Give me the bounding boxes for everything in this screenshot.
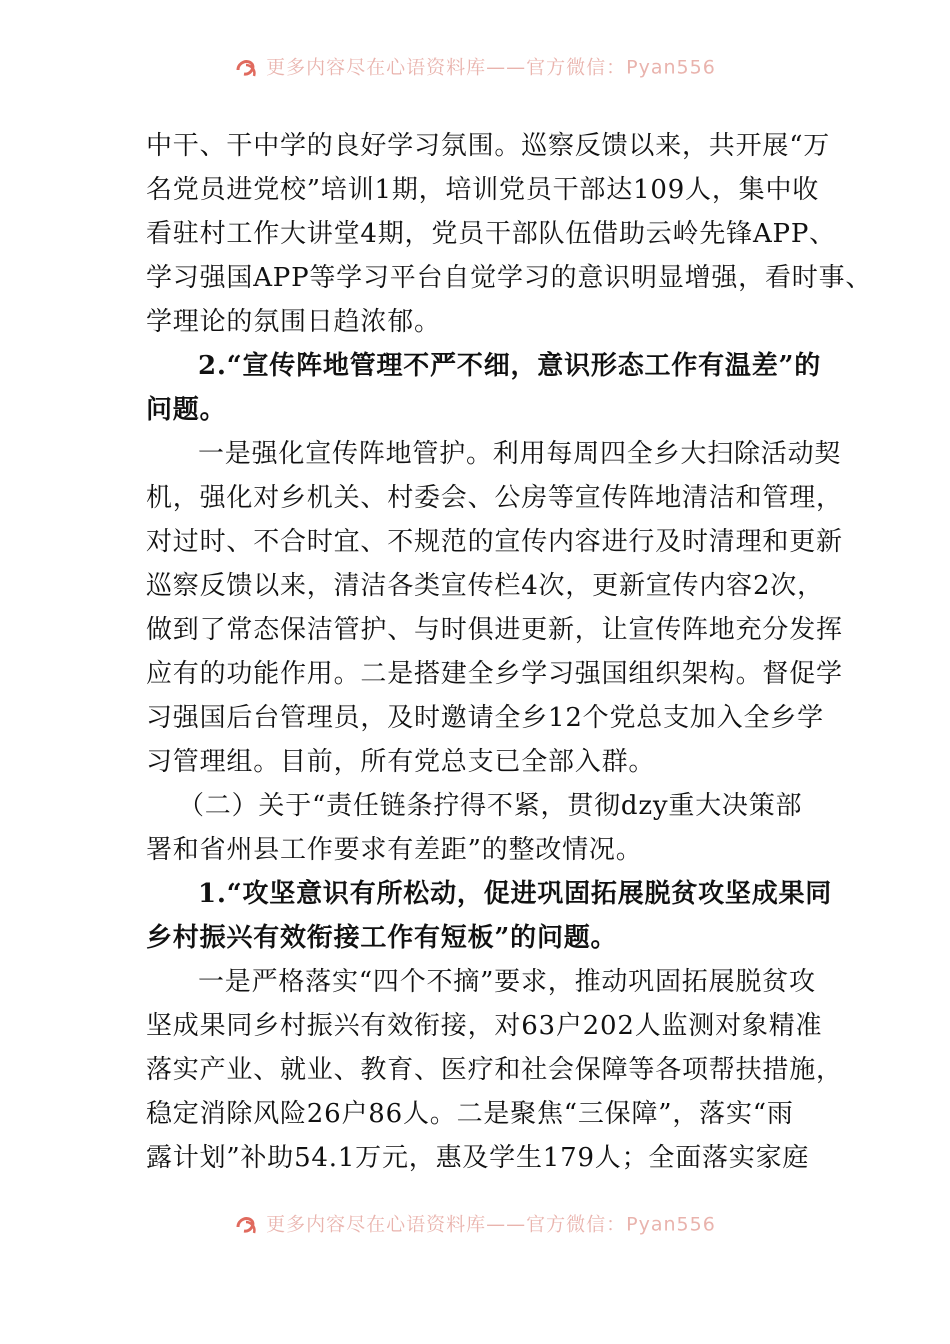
body-line: 一是强化宣传阵地管护。利用每周四全乡大扫除活动契 (198, 439, 842, 469)
body-line: 学理论的氛围日趋浓郁。 (146, 307, 441, 337)
section-heading-cont: 问题。 (146, 395, 227, 425)
body-line: 名党员进党校”培训1期，培训党员干部达109人，集中收 (146, 175, 820, 205)
watermark-logo-icon (234, 56, 260, 80)
body-line: 看驻村工作大讲堂4期，党员干部队伍借助云岭先锋APP、 (146, 219, 836, 249)
body-line: 机，强化对乡机关、村委会、公房等宣传阵地清洁和管理， (146, 483, 843, 513)
subsection-heading: （二）关于“责任链条拧得不紧，贯彻dzy重大决策部 (178, 791, 803, 821)
section-heading: 1.“攻坚意识有所松动，促进巩固拓展脱贫攻坚成果同 (198, 879, 833, 909)
watermark-header (0, 50, 950, 84)
body-line: 落实产业、就业、教育、医疗和社会保障等各项帮扶措施， (146, 1055, 843, 1085)
body-line: 学习强国APP等学习平台自觉学习的意识明显增强，看时事、 (146, 263, 873, 293)
watermark-text: 更多内容尽在心语资料库——官方微信：Pyan556 (266, 1213, 716, 1236)
body-line: 稳定消除风险26户86人。二是聚焦“三保障”，落实“雨 (146, 1099, 794, 1129)
body-line: 做到了常态保洁管护、与时俱进更新，让宣传阵地充分发挥 (146, 615, 843, 645)
body-line: 对过时、不合时宜、不规范的宣传内容进行及时清理和更新 (146, 527, 843, 557)
watermark-text: 更多内容尽在心语资料库——官方微信：Pyan556 (266, 56, 716, 79)
body-line: 露计划”补助54.1万元，惠及学生179人；全面落实家庭 (146, 1143, 810, 1173)
watermark-logo-icon (234, 1213, 260, 1237)
body-line: 中干、干中学的良好学习氛围。巡察反馈以来，共开展“万 (146, 131, 831, 161)
section-heading: 2.“宣传阵地管理不严不细，意识形态工作有温差”的 (198, 351, 822, 381)
document-body (146, 124, 873, 1180)
body-line: 一是严格落实“四个不摘”要求，推动巩固拓展脱贫攻 (198, 967, 816, 997)
body-line: 应有的功能作用。二是搭建全乡学习强国组织架构。督促学 (146, 659, 843, 689)
body-line: 习管理组。目前，所有党总支已全部入群。 (146, 747, 656, 777)
body-line: 巡察反馈以来，清洁各类宣传栏4次，更新宣传内容2次， (146, 571, 824, 601)
body-line: 习强国后台管理员，及时邀请全乡12个党总支加入全乡学 (146, 703, 824, 733)
body-line: 坚成果同乡村振兴有效衔接，对63户202人监测对象精准 (146, 1011, 823, 1041)
watermark-footer (0, 1207, 950, 1241)
body-line: 署和省州县工作要求有差距”的整改情况。 (146, 835, 643, 865)
section-heading-cont: 乡村振兴有效衔接工作有短板”的问题。 (146, 923, 618, 953)
